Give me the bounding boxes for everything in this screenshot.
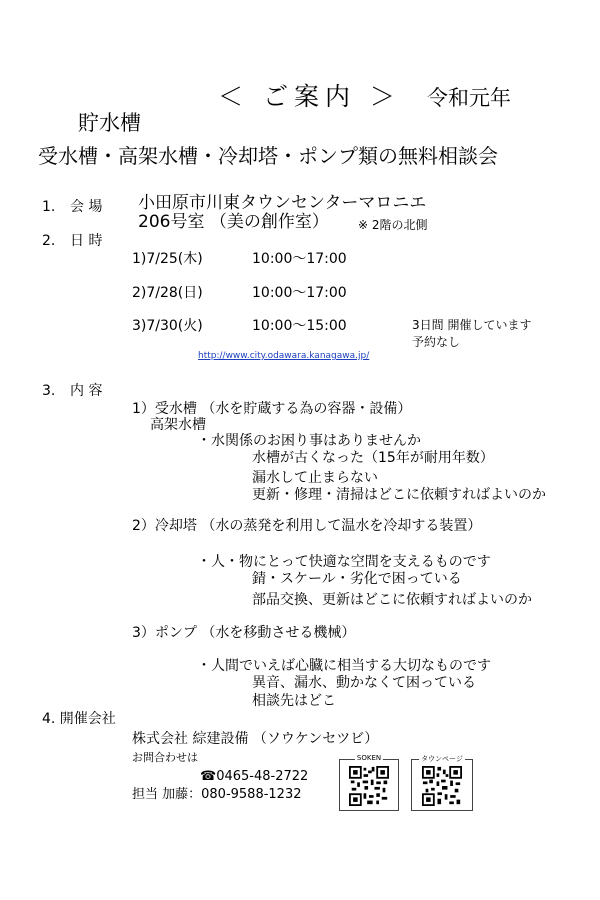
item-heading: 2）冷却塔 （水の蒸発を利用して温水を冷却する装置） <box>132 518 482 534</box>
session-date: 1)7/25(木) <box>132 251 203 267</box>
datetime-label: 日 時 <box>70 233 103 249</box>
session-time: 10:00～17:00 <box>252 285 347 301</box>
qr-code-icon <box>347 766 391 806</box>
qr-label: SOKEN <box>356 754 382 762</box>
venue-line2: 206号室 （美の創作室） <box>138 212 329 232</box>
soken-qr-code <box>339 754 399 811</box>
item-line: 漏水して止まらない <box>252 470 378 486</box>
inquiry-label: お問合わせは <box>132 751 198 764</box>
qr-code-icon <box>420 766 464 806</box>
item-heading: 3）ポンプ （水を移動させる機械） <box>132 625 356 641</box>
item-bullet: ・水関係のお困り事はありませんか <box>197 433 421 449</box>
contact-person: 担当 加藤：080-9588-1232 <box>132 787 302 802</box>
session-note: 3日間 開催しています <box>412 318 532 332</box>
venue-label: 会 場 <box>70 199 103 215</box>
qr-label: タウンページ <box>421 755 463 763</box>
item-line: 異音、漏水、動かなくて困っている <box>252 675 476 691</box>
content-number: 3. <box>42 383 56 399</box>
session-time: 10:00～17:00 <box>252 251 347 267</box>
session-date: 3)7/30(火) <box>132 318 203 334</box>
item-line: 錆・スケール・劣化で困っている <box>252 571 462 587</box>
item-sub: 高架水槽 <box>150 417 206 433</box>
datetime-number: 2. <box>42 233 56 249</box>
item-line: 相談先はどこ <box>252 693 336 709</box>
townpage-qr-code <box>411 755 473 811</box>
session-date: 2)7/28(日) <box>132 285 203 301</box>
headline: 受水槽・高架水槽・冷却塔・ポンプ類の無料相談会 <box>38 144 498 168</box>
session-time: 10:00～15:00 <box>252 318 347 334</box>
era-label: 令和元年 <box>427 86 511 110</box>
venue-line1: 小田原市川東タウンセンターマロニエ <box>138 193 427 213</box>
company-name: 株式会社 綜建設備 （ソウケンセツビ） <box>132 731 379 747</box>
item-line: 水槽が古くなった（15年が耐用年数） <box>252 450 494 466</box>
reservation-note: 予約なし <box>412 335 461 349</box>
content-label: 内 容 <box>70 383 103 399</box>
city-link[interactable]: http://www.city.odawara.kanagawa.jp/ <box>198 351 370 361</box>
subject-label: 貯水槽 <box>78 111 141 135</box>
organizer-heading: 4. 開催会社 <box>42 711 116 727</box>
venue-number: 1. <box>42 199 56 215</box>
phone-number: ☎0465-48-2722 <box>200 769 309 784</box>
venue-note: ※ 2階の北側 <box>358 218 428 232</box>
item-bullet: ・人・物にとって快適な空間を支えるものです <box>197 554 491 570</box>
item-line: 部品交換、更新はどこに依頼すればよいのか <box>252 592 532 608</box>
item-heading: 1）受水槽 （水を貯蔵する為の容器・設備） <box>132 401 412 417</box>
page-title: ＜ ご案内 ＞ <box>218 82 401 111</box>
item-line: 更新・修理・清掃はどこに依頼すればよいのか <box>252 487 546 503</box>
item-bullet: ・人間でいえば心臓に相当する大切なものです <box>197 658 491 674</box>
